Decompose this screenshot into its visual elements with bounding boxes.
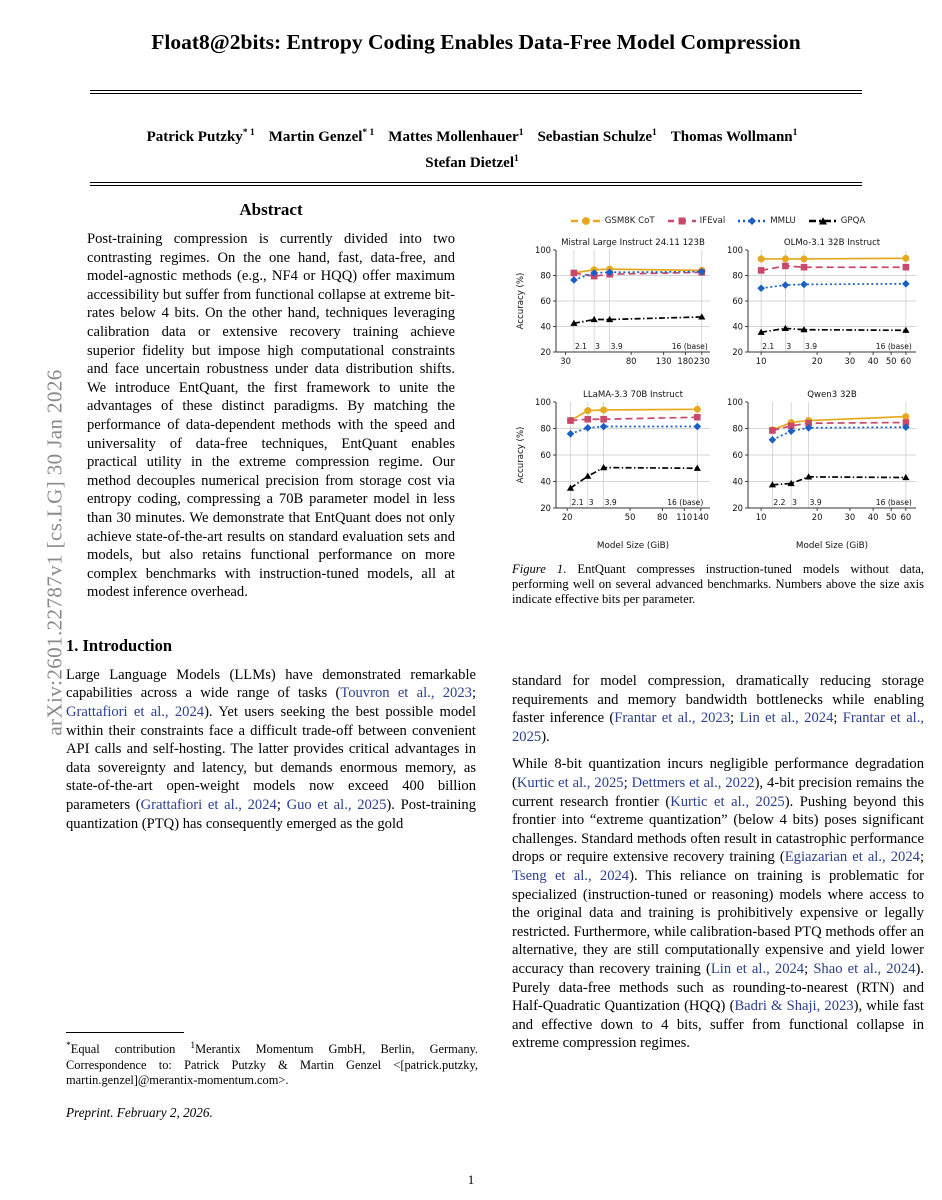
rc-text-2a: While 8-bit quantization incurs negligible performance degradation (	[512, 756, 924, 791]
citation-tseng[interactable]: Tseng et al., 2024	[512, 867, 630, 884]
svg-text:40: 40	[540, 321, 551, 332]
chart-panel-1	[718, 234, 924, 386]
arxiv-stamp: arXiv:2601.22787v1 [cs.LG] 30 Jan 2026	[42, 369, 67, 736]
svg-text:Accuracy (%): Accuracy (%)	[516, 426, 526, 484]
legend-label-gpqa: GPQA	[840, 216, 866, 226]
svg-text:40: 40	[732, 321, 743, 332]
author-rule-bottom	[90, 182, 862, 183]
svg-text:100: 100	[727, 245, 743, 255]
author: Stefan Dietzel$^1$	[425, 154, 519, 171]
svg-text:30: 30	[844, 356, 856, 366]
author: Thomas Wollmann$^1$	[670, 128, 798, 145]
svg-text:80: 80	[540, 270, 551, 281]
svg-text:40: 40	[867, 512, 879, 522]
rc-text-1a: standard for model compression, dramatically reducing storage requirements and memory bandwidth bottlenecks while enabling faster inference (	[512, 673, 924, 727]
svg-text:100: 100	[727, 397, 743, 407]
citation-dettmers[interactable]: Dettmers et al., 2022	[631, 774, 755, 791]
author-line-1	[147, 129, 798, 145]
legend-item-ifeval	[668, 216, 726, 226]
author-rule-bottom-2	[90, 185, 862, 186]
svg-text:100: 100	[535, 245, 551, 255]
rc-sep-2: ;	[833, 710, 843, 727]
author: Sebastian Schulze$^1$	[537, 128, 657, 145]
rc-text-2f: ), while fast and effective down to 4 bits, suffer from functional collapse in extreme compression regimes.	[512, 998, 924, 1052]
rc-text-2c: ). Pushing beyond this frontier into “extreme quantization” (below 4 bits) poses significant challenges. Standard methods often result in catastrophic performance drops or require extensive recovery training (	[512, 793, 924, 866]
footnote-block	[66, 1032, 478, 1121]
citation-frantar-2023[interactable]: Frantar et al., 2023	[614, 710, 731, 727]
square-marker-icon	[668, 216, 696, 226]
circle-marker-icon	[571, 216, 601, 226]
svg-text:3.9: 3.9	[805, 342, 818, 351]
svg-text:60: 60	[540, 450, 551, 460]
svg-text:3.9: 3.9	[610, 342, 623, 351]
page-number: 1	[467, 1172, 475, 1187]
svg-text:80: 80	[540, 423, 551, 434]
abstract-heading: Abstract	[239, 200, 303, 219]
figure-1	[512, 212, 924, 607]
chart-svg-0	[512, 234, 718, 386]
footnote-rule	[66, 1032, 184, 1033]
rc-sep-4: ;	[919, 849, 924, 866]
figure-caption	[512, 562, 924, 607]
intro-sep-1: ;	[471, 685, 476, 702]
svg-text:20: 20	[732, 347, 743, 357]
svg-text:16 (base): 16 (base)	[875, 342, 912, 351]
svg-text:2.2: 2.2	[773, 498, 786, 507]
svg-text:16 (base): 16 (base)	[671, 342, 708, 351]
introduction-paragraph-1	[66, 666, 476, 833]
right-column	[512, 672, 924, 1062]
svg-text:30: 30	[560, 356, 571, 366]
citation-lin-2024-b[interactable]: Lin et al., 2024	[710, 960, 805, 977]
right-paragraph-2	[512, 755, 924, 1053]
chart-panel-3	[718, 386, 924, 554]
rc-sep-3: ;	[623, 774, 632, 791]
svg-text:Qwen3 32B: Qwen3 32B	[807, 390, 857, 400]
author-list	[72, 122, 872, 174]
svg-text:3: 3	[588, 498, 594, 507]
svg-text:50: 50	[624, 512, 636, 522]
citation-kurtic-b[interactable]: Kurtic et al., 2025	[670, 793, 785, 810]
chart-svg-2	[512, 386, 718, 554]
svg-text:40: 40	[540, 476, 551, 487]
svg-text:60: 60	[732, 296, 743, 306]
footnote-text	[66, 1039, 478, 1089]
svg-text:60: 60	[732, 450, 743, 460]
svg-text:Model Size (GiB): Model Size (GiB)	[596, 541, 670, 551]
svg-text:2.1: 2.1	[571, 498, 584, 507]
rc-sep-1: ;	[730, 710, 740, 727]
rc-sep-5: ;	[804, 960, 814, 977]
svg-text:2.1: 2.1	[574, 342, 588, 351]
intro-text-a: Large Language Models (LLMs) have demonstrated remarkable capabilities across a wide range of tasks (	[66, 666, 476, 702]
svg-text:3: 3	[595, 342, 601, 351]
svg-text:3.9: 3.9	[604, 498, 617, 507]
author: Patrick Putzky$^{* 1}$	[146, 128, 255, 145]
title-rule-top	[90, 90, 862, 91]
chart-panel-0	[512, 234, 718, 386]
author-line-2	[425, 155, 518, 171]
svg-text:16 (base): 16 (base)	[667, 498, 704, 507]
legend-item-gsm8k	[571, 216, 655, 226]
author: Mattes Mollenhauer$^1$	[388, 128, 524, 145]
citation-grattafiori-2[interactable]: Grattafiori et al., 2024	[140, 797, 277, 814]
rc-text-2b: ), 4-bit precision remains the current research frontier (	[512, 774, 925, 810]
svg-text:20: 20	[811, 356, 823, 366]
svg-text:16 (base): 16 (base)	[875, 498, 912, 507]
svg-text:3: 3	[792, 498, 797, 507]
page-title: Float8@2bits: Entropy Coding Enables Data-Free Model Compression	[151, 30, 801, 54]
legend-item-mmlu	[738, 216, 795, 226]
svg-text:60: 60	[540, 296, 551, 306]
svg-text:10: 10	[755, 356, 767, 366]
footnote-equal-contribution: Equal contribution	[70, 1042, 191, 1057]
rc-text-2e: ). Purely data-free methods such as rounding-to-nearest (RTN) and Half-Quadratic Quantization (HQQ) (	[512, 960, 925, 1015]
chart-svg-1	[718, 234, 924, 386]
intro-sep-2: ;	[276, 797, 287, 814]
chart-panel-2	[512, 386, 718, 554]
author: Martin Genzel$^{* 1}$	[268, 128, 375, 145]
triangle-marker-icon	[809, 216, 837, 226]
left-column	[66, 200, 476, 842]
svg-text:80: 80	[732, 423, 743, 434]
abstract-text: Post-training compression is currently divided into two contrasting regimes. On the one hand, fast, data-free, and model-agnostic methods (e.g., NF4 or HQQ) offer maximum accessibility but suffer from functional collapse at extreme bit-rates below 4 bits. On the other hand, techniques leveraging calibration data or extensive recovery training achieve superior fidelity but impose high computational constraints and face uncertain robustness under data distribution shifts. We introduce EntQuant, the first framework to unite the advantages of these distinct paradigms. By matching the performance of data-dependent methods with the speed and universality of data-free techniques, EntQuant enables practical utility in the extreme compression regime. Our method decouples numerical precision from storage cost via entropy coding, compressing a 70B parameter model in less than 30 minutes. We demonstrate that EntQuant does not only achieve state-of-the-art results on standard evaluation sets and models, but also retains functional performance on more complex benchmarks with instruction-tuned models, all at modest inference overhead.	[87, 231, 455, 601]
legend-label-mmlu: MMLU	[770, 216, 796, 226]
legend-label-ifeval: IFEval	[699, 216, 726, 226]
citation-kurtic-a[interactable]: Kurtic et al., 2025	[516, 774, 624, 791]
svg-text:40: 40	[867, 356, 879, 366]
svg-text:20: 20	[540, 347, 551, 357]
svg-text:3: 3	[786, 342, 792, 351]
citation-shao[interactable]: Shao et al., 2024	[813, 960, 916, 977]
figure-panels	[512, 234, 924, 554]
svg-text:30: 30	[844, 512, 856, 522]
figure-legend	[512, 212, 924, 230]
svg-text:Mistral Large Instruct 24.11 1: Mistral Large Instruct 24.11 123B	[561, 238, 705, 248]
footnote-affiliation: Merantix Momentum GmbH, Berlin, Germany. Correspondence to: Patrick Putzky & Martin Genzel <[patrick.putzky, martin.genzel]@merantix-momentum.com>.	[66, 1042, 478, 1088]
diamond-marker-icon	[738, 216, 766, 226]
svg-text:20: 20	[561, 512, 573, 522]
intro-text-c: ). Yet users seeking the best possible model within their constraints face a difficult trade-off between convenient API calls and self-hosting. The latter provides critical advantages in data sovereignty and latency, but demands enormous memory, as state-of-the-art open-weight models now exceed 400 billion parameters (	[66, 704, 476, 814]
figure-caption-label: Figure 1	[512, 562, 564, 576]
svg-text:80: 80	[732, 270, 743, 281]
citation-badri-shaji[interactable]: Badri & Shaji, 2023	[734, 998, 854, 1015]
footnote-asterisk: *	[66, 1041, 71, 1051]
svg-text:130: 130	[655, 356, 672, 366]
figure-caption-text: . EntQuant compresses instruction-tuned models without data, performing well on several advanced benchmarks. Numbers above the size axis indicate effective bits per parameter.	[512, 562, 924, 606]
svg-text:20: 20	[732, 503, 743, 513]
svg-text:100: 100	[535, 397, 551, 407]
legend-label-gsm8k: GSM8K CoT	[604, 216, 655, 226]
svg-text:230: 230	[693, 356, 710, 366]
citation-lin-2024-a[interactable]: Lin et al., 2024	[739, 710, 834, 727]
title-rule-top-2	[90, 93, 862, 94]
preprint-line: Preprint. February 2, 2026.	[66, 1104, 213, 1120]
citation-guo[interactable]: Guo et al., 2025	[286, 797, 387, 814]
citation-frantar-2025[interactable]: Frantar et al., 2025	[512, 710, 925, 745]
svg-text:10: 10	[755, 512, 767, 522]
svg-text:2.1: 2.1	[762, 342, 775, 351]
svg-text:80: 80	[657, 512, 668, 522]
svg-text:180: 180	[677, 356, 694, 366]
svg-text:50: 50	[885, 512, 897, 522]
svg-text:110: 110	[676, 512, 693, 522]
svg-text:Accuracy (%): Accuracy (%)	[516, 272, 526, 330]
citation-grattafiori-1[interactable]: Grattafiori et al., 2024	[66, 704, 205, 721]
right-paragraph-1	[512, 672, 924, 746]
svg-text:3.9: 3.9	[809, 498, 822, 507]
svg-text:40: 40	[732, 476, 743, 487]
footnote-marker-1: 1	[190, 1041, 196, 1051]
svg-text:Model Size (GiB): Model Size (GiB)	[795, 541, 869, 551]
svg-text:20: 20	[540, 503, 551, 513]
rc-text-2d: ). This reliance on training is problematic for specialized (instruction-tuned or reasoning) models where access to the original data and training is prohibitively expensive or legally restricted. Furthermore, while calibration-based PTQ methods offer an alternative, they are still computationally expensive and yield lower accuracy than recovery training (	[512, 867, 925, 977]
svg-text:80: 80	[625, 356, 637, 366]
svg-text:OLMo-3.1 32B Instruct: OLMo-3.1 32B Instruct	[783, 238, 881, 248]
svg-text:LLaMA-3.3 70B Instruct: LLaMA-3.3 70B Instruct	[583, 390, 683, 400]
chart-svg-3	[718, 386, 924, 554]
legend-item-gpqa	[809, 216, 866, 226]
citation-egiazarian[interactable]: Egiazarian et al., 2024	[784, 849, 920, 866]
citation-touvron[interactable]: Touvron et al., 2023	[340, 685, 472, 702]
svg-text:50: 50	[885, 356, 897, 366]
intro-text-e: ). Post-training quantization (PTQ) has consequently emerged as the gold	[66, 797, 476, 832]
introduction-heading: 1. Introduction	[66, 635, 173, 655]
svg-text:140: 140	[692, 512, 709, 522]
svg-text:60: 60	[900, 512, 912, 522]
rc-text-1b: ).	[541, 728, 550, 745]
svg-text:60: 60	[900, 356, 912, 366]
svg-text:20: 20	[811, 512, 823, 522]
